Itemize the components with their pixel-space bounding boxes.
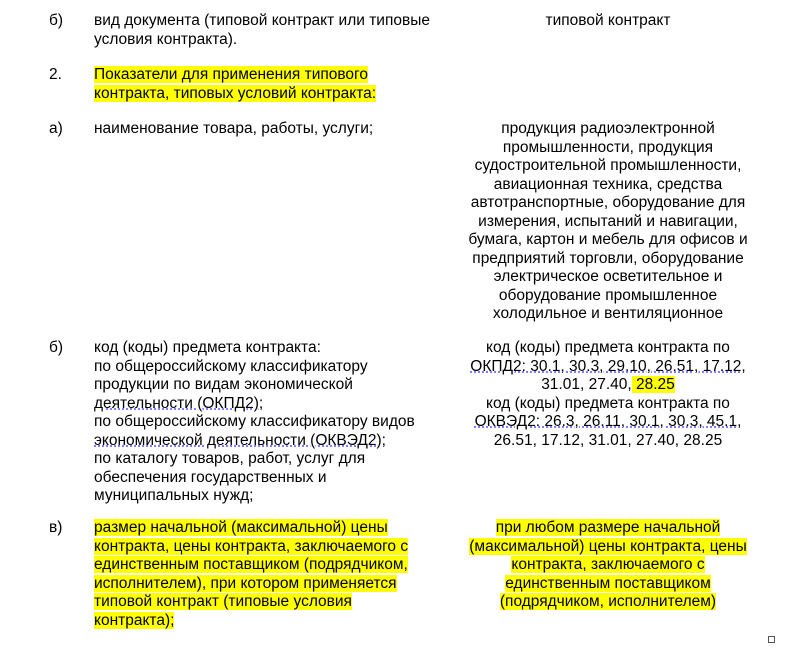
item-label	[94, 339, 439, 506]
label-line: исполнителем), при котором применяется	[94, 574, 397, 592]
value-line: код (коды) предмета контракта по	[486, 339, 730, 356]
value-line: измерения, испытаний и навигации,	[478, 212, 738, 230]
item-label	[94, 12, 439, 49]
item-number: 2.	[49, 66, 62, 83]
value-line: (максимальной) цены контракта, цены	[469, 537, 747, 555]
item-number: в)	[49, 519, 63, 536]
value-line: при любом размере начальной	[495, 519, 721, 536]
label-line: типовой контракт (типовые условия	[94, 593, 352, 610]
label-line: по общероссийскому классификатору видов	[94, 413, 415, 430]
value-line: типовой контракт	[545, 12, 671, 29]
value-line: код (коды) предмета контракта по	[486, 394, 730, 412]
label-line: муниципальных нужд;	[94, 487, 254, 504]
item-value	[458, 120, 758, 324]
label-line: код (коды) предмета контракта:	[94, 339, 321, 356]
label-line: размер начальной (максимальной) цены	[94, 519, 388, 536]
value-line: промышленности, продукция	[502, 138, 714, 156]
label-line: Показатели для применения типового	[94, 66, 368, 83]
value-line: холодильное и вентиляционное	[492, 305, 724, 322]
value-line: единственным поставщиком	[505, 574, 711, 592]
label-line: контракта, цены контракта, заключаемого с	[94, 537, 409, 555]
item-label	[94, 519, 439, 630]
value-line: продукция радиоэлектронной	[501, 120, 715, 137]
label-line: контракта);	[94, 611, 175, 629]
value-line: (подрядчиком, исполнителем)	[499, 593, 717, 610]
highlighted-code: 28.25	[631, 376, 675, 393]
value-line: автотранспортные, оборудование для	[470, 194, 746, 211]
value-line: авиационная техника, средства	[493, 175, 723, 193]
label-line: наименование товара, работы, услуги;	[94, 120, 374, 137]
label-line: обеспечения государственных и	[94, 468, 327, 486]
value-line: контракта, заключаемого с	[511, 556, 705, 573]
label-line: контракта, типовых условий контракта:	[94, 84, 377, 102]
value-line: электрическое осветительное и	[493, 268, 723, 285]
value-line: предприятий торговли, оборудование	[472, 249, 744, 267]
item-label	[94, 120, 439, 139]
value-line: ОКВЭД2: 26.3, 26.11, 30.1, 30.3, 45.1,	[474, 413, 742, 430]
item-value	[458, 519, 758, 612]
value-line: ОКПД2: 30.1, 30.3, 29.10, 26.51, 17.12,	[470, 357, 746, 375]
value-line: 31.01, 27.40, 28.25	[541, 376, 675, 393]
label-line: продукции по видам экономической	[94, 376, 353, 393]
paragraph-marker-icon	[768, 636, 775, 643]
section-heading	[94, 66, 439, 103]
item-number: а)	[49, 120, 63, 137]
label-line: вид документа (типовой контракт или типовые	[94, 12, 430, 29]
label-line: единственным поставщиком (подрядчиком,	[94, 556, 408, 573]
value-line: оборудование промышленное	[498, 286, 718, 304]
value-line: бумага, картон и мебель для офисов и	[468, 231, 748, 248]
item-value	[458, 339, 758, 450]
label-line: по каталогу товаров, работ, услуг для	[94, 450, 366, 467]
label-line: условия контракта).	[94, 30, 238, 48]
item-number: б)	[49, 12, 64, 29]
value-line: судостроительной промышленности,	[474, 157, 742, 174]
item-number: б)	[49, 339, 64, 356]
label-line: деятельности (ОКПД2);	[94, 394, 264, 412]
value-line: 26.51, 17.12, 31.01, 27.40, 28.25	[493, 431, 723, 449]
label-line: по общероссийскому классификатору	[94, 357, 368, 375]
item-value	[458, 12, 758, 31]
label-line: экономической деятельности (ОКВЭД2);	[94, 431, 386, 449]
